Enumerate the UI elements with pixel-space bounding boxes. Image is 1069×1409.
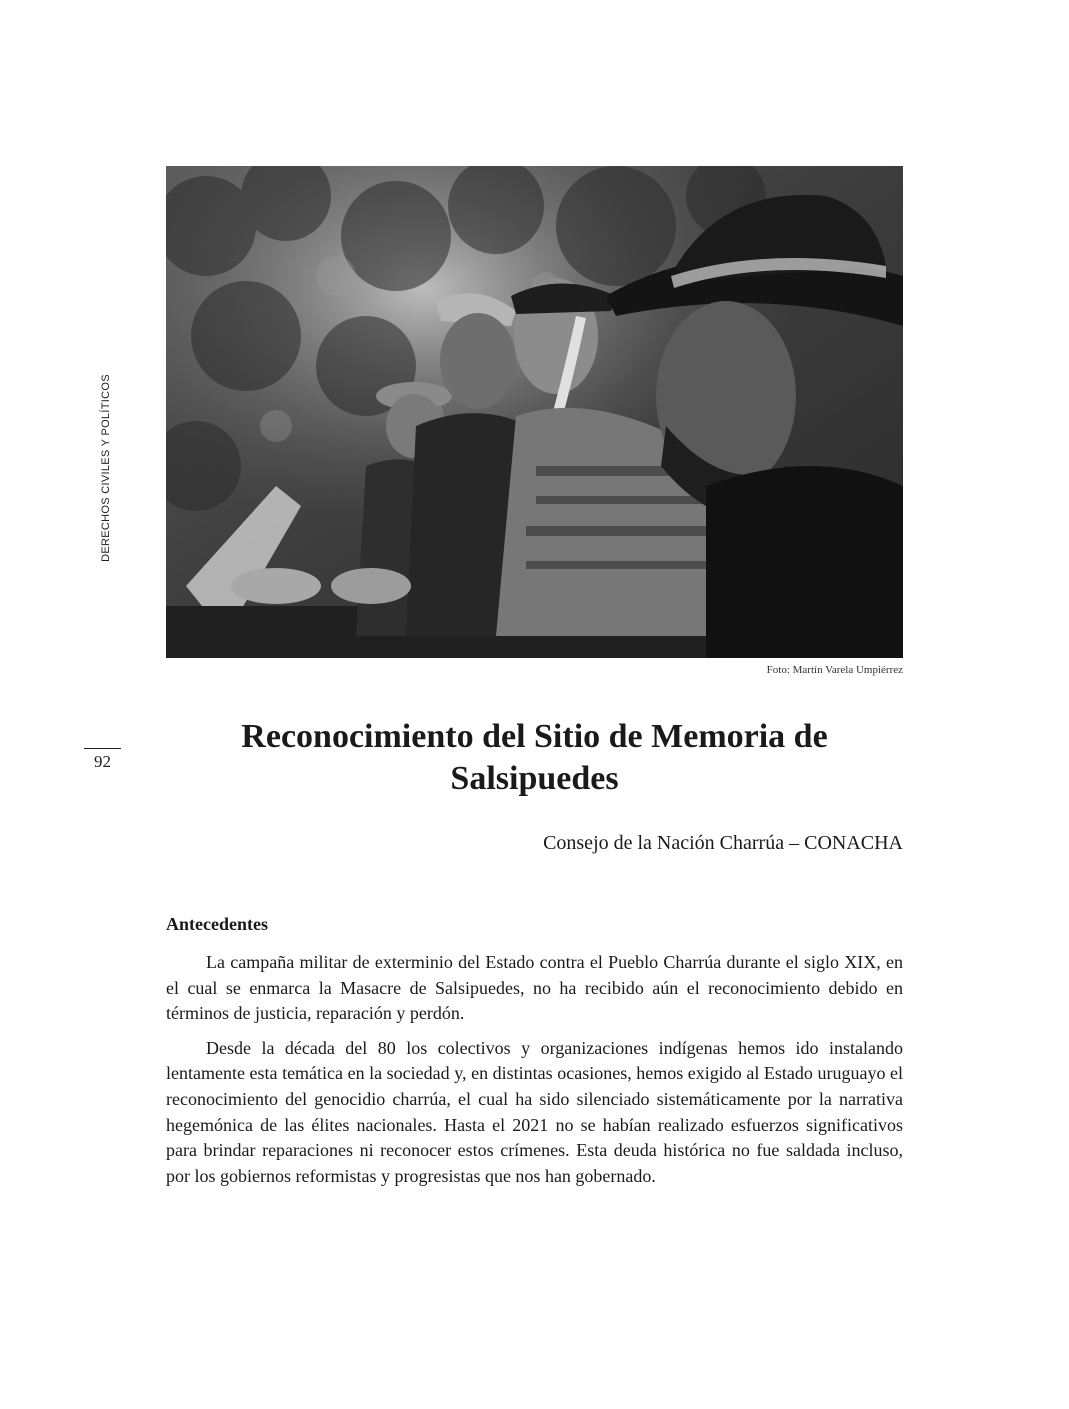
section-label-text: DERECHOS CIVILES Y POLÍTICOS bbox=[100, 374, 112, 562]
page-number: 92 bbox=[94, 752, 111, 771]
article-author: Consejo de la Nación Charrúa – CONACHA bbox=[543, 832, 903, 854]
article-title: Reconocimiento del Sitio de Memoria de Salsipuedes bbox=[241, 718, 828, 797]
paragraph: La campaña militar de exterminio del Estado contra el Pueblo Charrúa durante el siglo XIX, en el cual se enmarca la Masacre de Salsipuedes, no ha recibido aún el reconocimiento debido en términos de justicia, reparación y perdón. bbox=[166, 952, 903, 1024]
page-number-rule bbox=[84, 748, 121, 749]
photo-credit: Foto: Martín Varela Umpiérrez bbox=[766, 664, 903, 676]
section-heading: Antecedentes bbox=[166, 914, 268, 934]
body-text bbox=[166, 950, 903, 1198]
paragraph: Desde la década del 80 los colectivos y organizaciones indígenas hemos ido instalando lentamente esta temática en la sociedad y, en distintas ocasiones, hemos exigido al Estado uruguayo el reconocimiento del genocidio charrúa, el cual ha sido silenciado sistemáticamente por la narrativa hegemónica de las élites nacionales. Hasta el 2021 no se habían realizado esfuerzos significativos para brindar reparaciones ni reconocer estos crímenes. Esta deuda histórica no fue saldada incluso, por los gobiernos reformistas y progresistas que nos han gobernado. bbox=[166, 1037, 903, 1186]
photo bbox=[166, 166, 903, 658]
photo-illustration bbox=[166, 166, 903, 658]
